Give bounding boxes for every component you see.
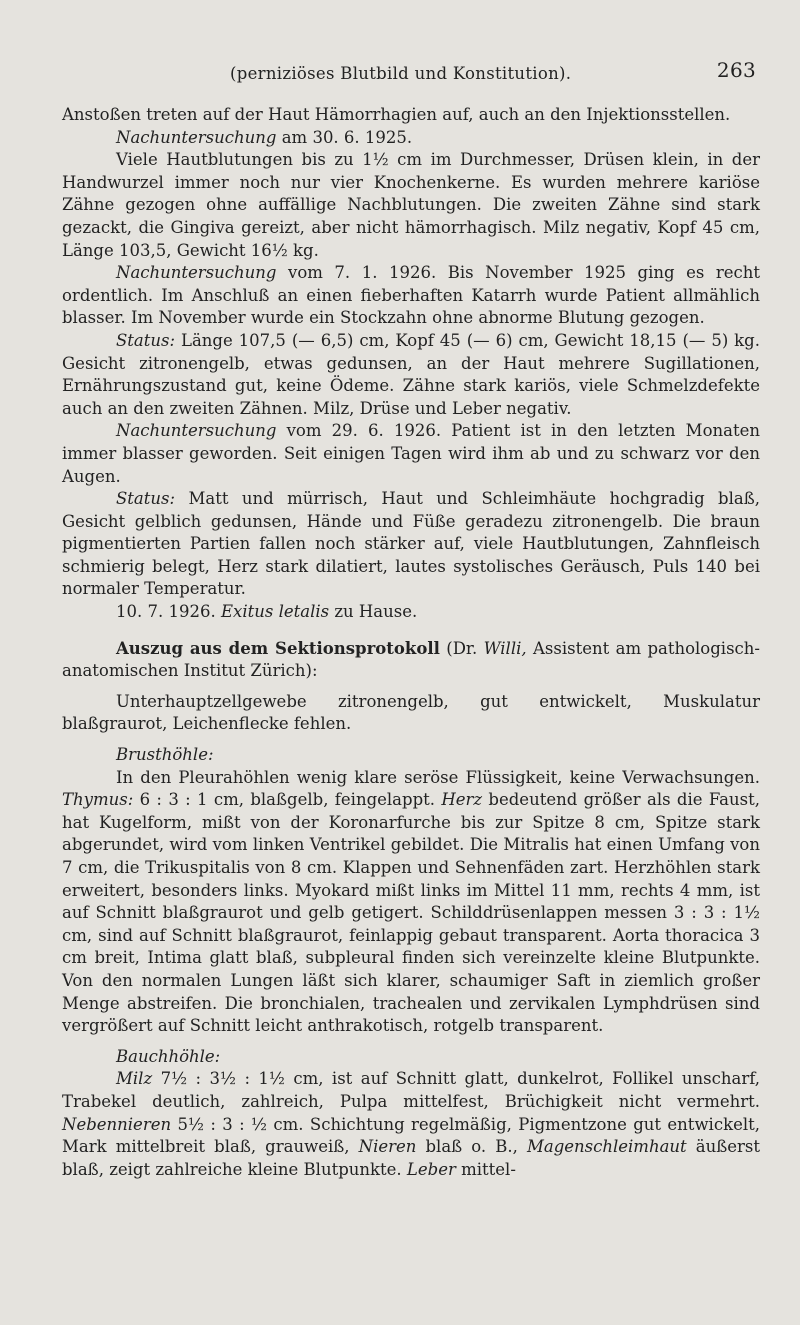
paragraph: Nachuntersuchung vom 7. 1. 1926. Bis November 1925 ging es recht ordentlich. Im Anschluß an einen fieberhaften Katarrh wurde Patient allmählich blasser. Im November wurde ein Stockzahn ohne abnorme Blutung gezogen. — [62, 263, 760, 328]
section-heading: Auszug aus dem Sektionsprotokoll — [116, 638, 440, 658]
subsection-heading: Brusthöhle: — [116, 745, 214, 765]
section-label: Status: — [116, 330, 176, 350]
body-text — [62, 104, 760, 1181]
paragraph: In den Pleurahöhlen wenig klare seröse Flüssigkeit, keine Verwachsungen. Thymus: 6 : 3 : 1 cm, blaßgelb, feingelappt. Herz bedeutend größer als die Faust, hat Kugelform, mißt von der Koronarfurche bis zur Spitze 8 cm, Spitze stark abgerundet, wird vom linken Ventrikel gebildet. Die Mitralis hat einen Umfang von 7 cm, die Trikuspitalis von 8 cm. Klappen und Sehnenfäden zart. Herzhöhlen stark erweitert, besonders links. Myokard mißt links im Mittel 11 mm, rechts 4 mm, ist auf Schnitt blaßgraurot und gelb getigert. Schilddrüsenlappen messen 3 : 3 : 1½ cm, sind auf Schnitt blaßgraurot, feinlappig gebaut transparent. Aorta thoracica 3 cm breit, Intima glatt blaß, subpleural finden sich vereinzelte kleine Blutpunkte. Von den normalen Lungen läßt sich klarer, schaumiger Saft in ziemlich großer Menge abstreifen. Die bronchialen, trachealen und zervikalen Lymphdrüsen sind vergrößert auf Schnitt leicht anthrakotisch, rotgelb transparent. — [62, 767, 760, 1036]
running-header — [62, 58, 760, 92]
paragraph: Anstoßen treten auf der Haut Hämorrhagien auf, auch an den Injektionsstellen. — [62, 105, 731, 124]
paragraph: Viele Hautblutungen bis zu 1½ cm im Durchmesser, Drüsen klein, in der Handwurzel immer noch nur vier Knochenkerne. Es wurden mehrere kariöse Zähne gezogen ohne auffällige Nachblutungen. Die zweiten Zähne sind stark gezackt, die Gingiva gereizt, aber nicht hämorrhagisch. Milz negativ, Kopf 45 cm, Länge 103,5, Gewicht 16½ kg. — [62, 150, 760, 260]
paragraph: Nachuntersuchung vom 29. 6. 1926. Patient ist in den letzten Monaten immer blasser geworden. Seit einigen Tagen wird ihm ab und zu schwarz vor den Augen. — [62, 421, 760, 486]
paragraph: Status: Matt und mürrisch, Haut und Schleimhäute hochgradig blaß, Gesicht gelblich gedunsen, Hände und Füße geradezu zitronengelb. Die braun pigmentierten Partien fallen noch stärker auf, viele Hautblutungen, Zahnfleisch schmierig belegt, Herz stark dilatiert, lautes systolisches Geräusch, Puls 140 bei normaler Temperatur. — [62, 489, 760, 599]
section-label: Nachuntersuchung — [116, 263, 277, 283]
section-label: Status: — [116, 489, 176, 509]
paragraph: Status: Länge 107,5 (— 6,5) cm, Kopf 45 (— 6) cm, Gewicht 18,15 (— 5) kg. Gesicht zitronengelb, etwas gedunsen, an der Haut mehrere Sugillationen, Ernährungszustand gut, keine Ödeme. Zähne stark kariös, viele Schmelzdefekte auch an den zweiten Zähnen. Milz, Drüse und Leber negativ. — [62, 330, 760, 418]
running-title: (perniziöses Blutbild und Konstitution). — [230, 64, 572, 83]
paragraph: 10. 7. 1926. Exitus letalis zu Hause. — [116, 602, 418, 622]
section-label: Nachuntersuchung — [116, 127, 277, 147]
paragraph: Nachuntersuchung am 30. 6. 1925. — [116, 127, 413, 147]
page-number: 263 — [716, 58, 756, 82]
paragraph: Auszug aus dem Sektionsprotokoll (Dr. Willi, Assistent am pathologisch-anatomischen Institut Zürich): — [62, 638, 760, 681]
paragraph: Unterhauptzellgewebe zitronengelb, gut entwickelt, Muskulatur blaßgraurot, Leichenflecke fehlen. — [62, 691, 760, 734]
paragraph: Milz 7½ : 3½ : 1½ cm, ist auf Schnitt glatt, dunkelrot, Follikel unscharf, Trabekel deutlich, zahlreich, Pulpa mittelfest, Brüchigkeit nicht vermehrt. Nebennieren 5½ : 3 : ½ cm. Schichtung regelmäßig, Pigmentzone gut entwickelt, Mark mittelbreit blaß, grauweiß, Nieren blaß o. B., Magenschleimhaut äußerst blaß, zeigt zahlreiche kleine Blutpunkte. Leber mittel- — [62, 1069, 761, 1179]
section-label: Exitus letalis — [220, 602, 330, 622]
section-label: Nachuntersuchung — [116, 421, 277, 441]
subsection-heading: Bauchhöhle: — [116, 1046, 221, 1066]
